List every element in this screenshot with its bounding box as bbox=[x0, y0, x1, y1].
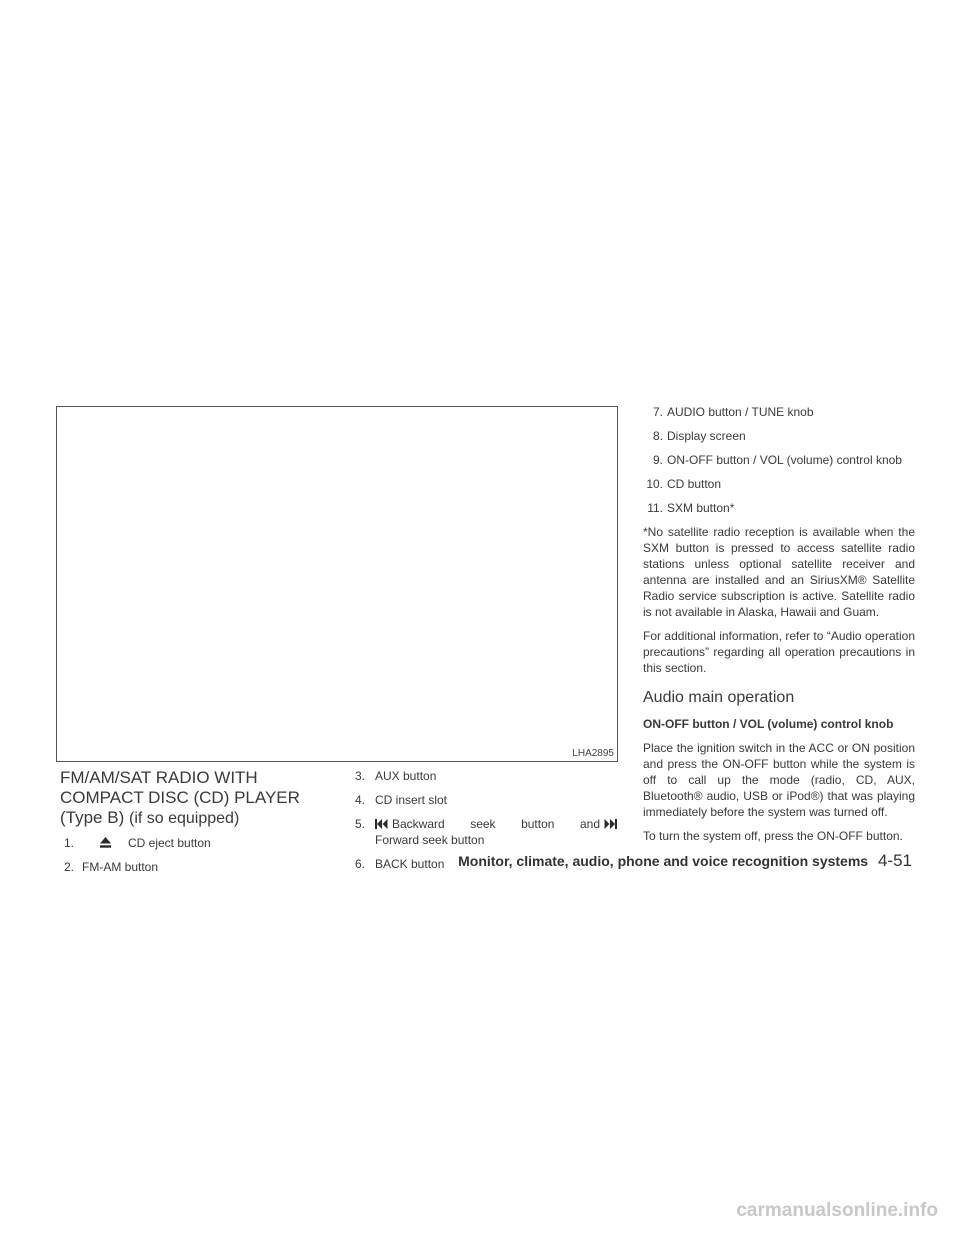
list-item: 6. BACK button bbox=[355, 857, 445, 871]
controls-list-3 bbox=[643, 404, 915, 516]
page-number: 4-51 bbox=[877, 851, 912, 870]
list-item: 1. CD eject button bbox=[63, 836, 211, 850]
on-off-subhead: ON-OFF button / VOL (volume) control knob bbox=[643, 717, 894, 731]
turn-off-paragraph: To turn the system off, press the ON-OFF button. bbox=[643, 829, 903, 843]
section-subtitle: (if so equipped) bbox=[128, 810, 240, 827]
skip-forward-icon bbox=[604, 819, 617, 829]
section-title: FM/AM/SAT RADIO WITH COMPACT DISC (CD) PLAYER (Type B) (if so equipped) bbox=[60, 768, 300, 827]
list-item: 3. AUX button bbox=[355, 769, 437, 783]
on-off-paragraph: Place the ignition switch in the ACC or ON position and press the ON-OFF button while the system is off to call up the mode (radio, CD, AUX, Bluetooth® audio, USB or iPod®) that was playing immediately before the system was turned off. bbox=[643, 741, 915, 819]
chapter-title: Monitor, climate, audio, phone and voice recognition systems bbox=[458, 853, 869, 869]
satellite-note: *No satellite radio reception is available when the SXM button is pressed to access satellite radio stations unless optional satellite receiver and antenna are installed and an SiriusXM® Satellite Radio service subscription is active. Satellite radio is not available in Alaska, Hawaii and Guam. bbox=[643, 525, 915, 619]
list-item: 11. SXM button* bbox=[647, 501, 735, 515]
column-right bbox=[643, 404, 915, 852]
eject-icon bbox=[100, 837, 111, 848]
list-item: 7. AUDIO button / TUNE knob bbox=[652, 405, 814, 419]
column-left bbox=[60, 768, 330, 883]
list-item: 8. Display screen bbox=[652, 429, 746, 443]
list-item: 9. ON-OFF button / VOL (volume) control knob bbox=[652, 453, 902, 467]
skip-back-icon bbox=[375, 819, 388, 829]
list-item: 10. CD button bbox=[646, 477, 722, 491]
audio-main-title: Audio main operation bbox=[643, 689, 795, 706]
list-item: 2. FM-AM button bbox=[63, 860, 159, 874]
audio-unit-figure bbox=[56, 406, 618, 762]
controls-list-1 bbox=[60, 835, 330, 875]
additional-info: For additional information, refer to “Audio operation precautions” regarding all operation precautions in this section. bbox=[643, 629, 915, 675]
list-item: 5. Backward seek button and Forward seek button bbox=[355, 816, 617, 848]
page-footer bbox=[458, 851, 912, 871]
list-item: 4. CD insert slot bbox=[355, 793, 448, 807]
figure-label: LHA2895 bbox=[572, 748, 614, 759]
watermark: carmanualsonline.info bbox=[736, 1200, 938, 1221]
